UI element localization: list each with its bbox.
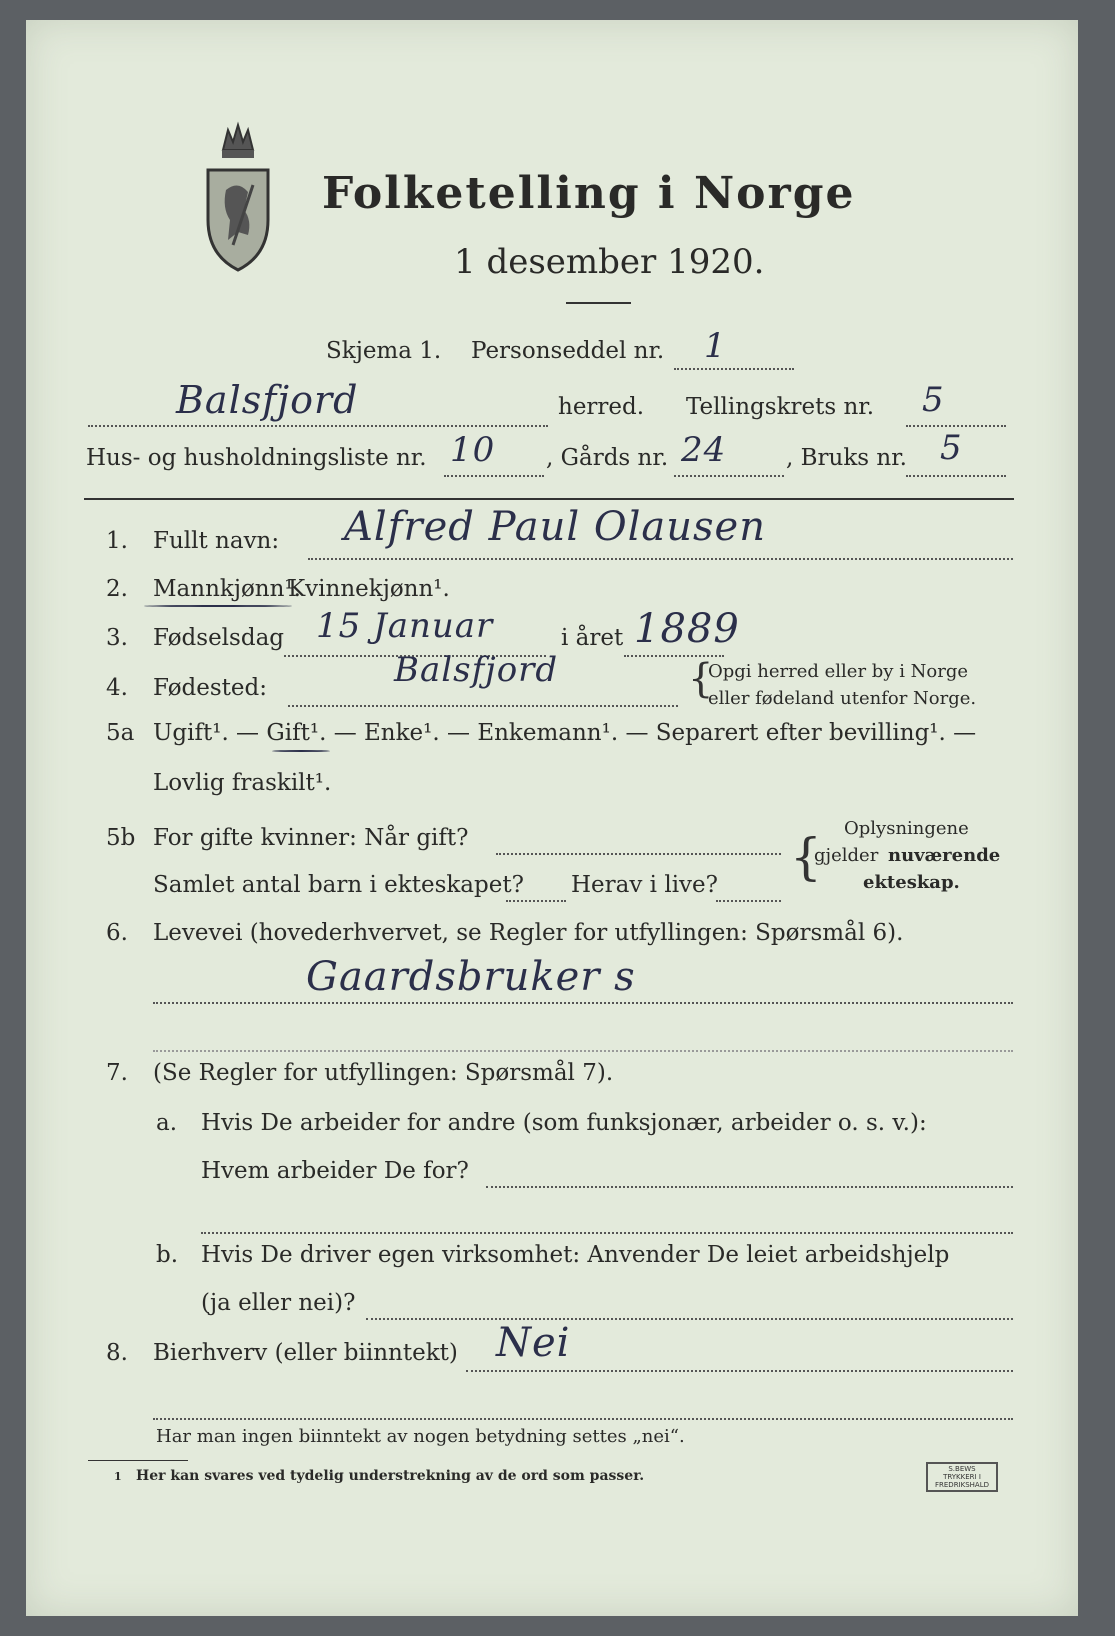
q7a-employer-line bbox=[486, 1186, 1013, 1188]
q3-number: 3. bbox=[106, 625, 128, 651]
gards-value[interactable]: 24 bbox=[681, 430, 727, 470]
marital-status-options[interactable]: Ugift¹. — Gift¹. — Enke¹. — Enkemann¹. — Separert efter bevilling¹. — bbox=[153, 720, 977, 746]
q4-note-1: Opgi herred eller by i Norge bbox=[708, 661, 969, 682]
norway-coat-of-arms-icon bbox=[198, 120, 278, 275]
herred-line bbox=[88, 425, 548, 427]
bruks-line bbox=[906, 475, 1006, 477]
q1-number: 1. bbox=[106, 528, 128, 554]
q7-number: 7. bbox=[106, 1060, 128, 1086]
q4-note-2: eller fødeland utenfor Norge. bbox=[708, 688, 977, 709]
q1-line bbox=[308, 558, 1013, 560]
q5b-label-2: Samlet antal barn i ekteskapet? bbox=[153, 872, 524, 898]
q5b-note-1: Oplysningene bbox=[844, 818, 969, 839]
q7b-line-1: Hvis De driver egen virksomhet: Anvender De leiet arbeidshjelp bbox=[201, 1242, 950, 1268]
footnote-mark: 1 bbox=[114, 1470, 122, 1483]
q7a-line-1: Hvis De arbeider for andre (som funksjonær, arbeider o. s. v.): bbox=[201, 1110, 927, 1136]
q5b-brace: { bbox=[790, 828, 822, 886]
q4-number: 4. bbox=[106, 675, 128, 701]
personseddel-value[interactable]: 1 bbox=[704, 326, 727, 366]
skjema-label: Skjema 1. bbox=[326, 338, 442, 364]
q7b-answer-line bbox=[366, 1318, 1013, 1320]
q5b-alive-line bbox=[716, 900, 781, 902]
q7a-letter: a. bbox=[156, 1110, 178, 1136]
q6-label: Levevei (hovederhvervet, se Regler for utfyllingen: Spørsmål 6). bbox=[153, 920, 904, 946]
census-form-page bbox=[26, 20, 1078, 1616]
census-date: 1 desember 1920. bbox=[454, 242, 765, 282]
q7-label: (Se Regler for utfyllingen: Spørsmål 7). bbox=[153, 1060, 614, 1086]
marital-status-divorced[interactable]: Lovlig fraskilt¹. bbox=[153, 770, 332, 796]
q6-line-2 bbox=[153, 1050, 1013, 1052]
herred-value[interactable]: Balsfjord bbox=[176, 378, 359, 422]
birthplace-value[interactable]: Balsfjord bbox=[394, 650, 559, 690]
q4-line bbox=[288, 705, 678, 707]
personseddel-line bbox=[674, 368, 794, 370]
q3-year-label: i året bbox=[561, 625, 624, 651]
header-divider bbox=[84, 498, 1014, 500]
gender-male[interactable]: Mannkjønn¹. bbox=[153, 576, 301, 602]
gender-female[interactable]: Kvinnekjønn¹. bbox=[288, 576, 450, 602]
gards-label: , Gårds nr. bbox=[546, 445, 669, 471]
birthday-value[interactable]: 15 Januar bbox=[316, 606, 494, 646]
q5b-note-3: ekteskap. bbox=[863, 872, 960, 893]
hus-value[interactable]: 10 bbox=[450, 430, 496, 470]
bruks-value[interactable]: 5 bbox=[940, 428, 963, 468]
title-divider bbox=[566, 302, 631, 304]
q8-label: Bierhverv (eller biinntekt) bbox=[153, 1340, 458, 1366]
q4-brace: { bbox=[688, 656, 714, 702]
q5b-label-3: Herav i live? bbox=[571, 872, 718, 898]
secondary-income-value[interactable]: Nei bbox=[496, 1320, 571, 1366]
q5b-number: 5b bbox=[106, 825, 136, 851]
q5b-label-1: For gifte kvinner: Når gift? bbox=[153, 825, 469, 851]
q4-label: Fødested: bbox=[153, 675, 268, 701]
form-title: Folketelling i Norge bbox=[322, 168, 856, 219]
hus-line bbox=[444, 475, 544, 477]
printer-stamp: S.BEWS TRYKKERI I FREDRIKSHALD bbox=[926, 1462, 998, 1492]
q6-number: 6. bbox=[106, 920, 128, 946]
full-name-value[interactable]: Alfred Paul Olausen bbox=[344, 504, 766, 550]
q5b-note-2a: gjelder bbox=[814, 845, 879, 866]
q5b-children-line bbox=[506, 900, 566, 902]
q5a-number: 5a bbox=[106, 720, 135, 746]
q1-label: Fullt navn: bbox=[153, 528, 280, 554]
q8-line bbox=[466, 1370, 1013, 1372]
q7b-line-2: (ja eller nei)? bbox=[201, 1290, 356, 1316]
q5b-note-2b: nuværende bbox=[888, 845, 1001, 866]
herred-label: herred. bbox=[558, 394, 645, 420]
gift-underline-mark bbox=[272, 750, 330, 752]
q6-line-1 bbox=[153, 1002, 1013, 1004]
footnote-divider bbox=[88, 1460, 188, 1461]
footnote-text: Her kan svares ved tydelig understrekning av de ord som passer. bbox=[136, 1468, 645, 1484]
personseddel-label: Personseddel nr. bbox=[471, 338, 665, 364]
q7a-line-2: Hvem arbeider De for? bbox=[201, 1158, 469, 1184]
tellingskrets-value[interactable]: 5 bbox=[922, 380, 945, 420]
q5b-married-line bbox=[496, 853, 781, 855]
occupation-value[interactable]: Gaardsbruker s bbox=[306, 954, 636, 1000]
tellingskrets-line bbox=[906, 425, 1006, 427]
gards-line bbox=[674, 475, 784, 477]
bruks-label: , Bruks nr. bbox=[786, 445, 907, 471]
hus-label: Hus- og husholdningsliste nr. bbox=[86, 445, 427, 471]
male-underline-mark bbox=[144, 605, 292, 607]
q8-number: 8. bbox=[106, 1340, 128, 1366]
tellingskrets-label: Tellingskrets nr. bbox=[686, 394, 875, 420]
q2-number: 2. bbox=[106, 576, 128, 602]
q3-label: Fødselsdag bbox=[153, 625, 285, 651]
q7a-extra-line bbox=[201, 1232, 1013, 1234]
q7b-letter: b. bbox=[156, 1242, 179, 1268]
q8-extra-line bbox=[153, 1418, 1013, 1420]
birth-year-value[interactable]: 1889 bbox=[634, 606, 740, 652]
footer-note: Har man ingen biinntekt av nogen betydning settes „nei“. bbox=[156, 1426, 685, 1447]
